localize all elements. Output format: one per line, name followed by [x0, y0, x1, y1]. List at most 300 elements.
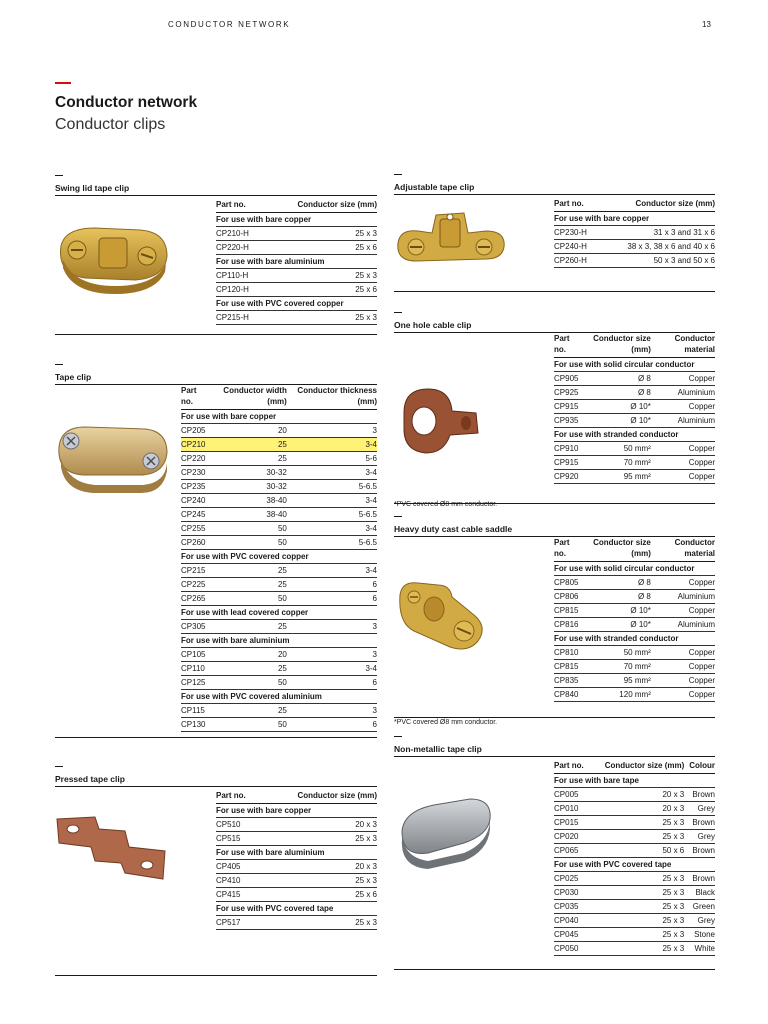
table-cell: 25 x 6	[263, 241, 377, 255]
column-header: Conductor size (mm)	[297, 200, 377, 209]
table-cell: CP510	[216, 818, 260, 832]
group-label: For use with PVC covered tape	[216, 902, 377, 916]
group-label: For use with stranded conductor	[554, 632, 715, 646]
group-label: For use with bare aluminium	[181, 634, 377, 648]
column-header: Colour	[689, 761, 715, 770]
column-header: Part no.	[216, 791, 246, 800]
column-header: Conductor size (mm)	[604, 761, 685, 770]
table-cell: CP220-H	[216, 241, 263, 255]
one-hole-table	[554, 333, 715, 484]
table-row	[554, 414, 715, 428]
table-cell: 3	[287, 620, 377, 634]
table-cell: White	[684, 942, 715, 956]
table-row	[554, 660, 715, 674]
column-header: Conductor material	[674, 538, 715, 558]
table-cell: 25	[210, 438, 287, 452]
table-header-row	[554, 333, 715, 358]
table-group-row	[216, 297, 377, 311]
table-cell: 70 mm²	[582, 456, 651, 470]
table-cell: CP240-H	[554, 240, 598, 254]
table-cell: CP265	[181, 592, 210, 606]
table-cell: 25 x 3	[589, 872, 684, 886]
table-row	[554, 646, 715, 660]
table-cell: CP225	[181, 578, 210, 592]
table-cell: 30-32	[210, 480, 287, 494]
table-row	[554, 816, 715, 830]
table-row	[554, 386, 715, 400]
table-cell: Copper	[651, 400, 715, 414]
group-label: For use with PVC covered copper	[216, 297, 377, 311]
table-row	[181, 494, 377, 508]
table-cell: CP025	[554, 872, 589, 886]
table-cell: CP220	[181, 452, 210, 466]
section-one-hole	[394, 312, 715, 504]
table-cell: 3	[287, 704, 377, 718]
table-row	[216, 227, 377, 241]
table-cell: CP215	[181, 564, 210, 578]
table-row	[216, 269, 377, 283]
table-cell: 38-40	[210, 508, 287, 522]
table-cell: 5-6.5	[287, 480, 377, 494]
table-row	[216, 916, 377, 930]
table-cell: CP235	[181, 480, 210, 494]
table-row	[181, 620, 377, 634]
tape-clip-image	[55, 417, 170, 497]
table-cell: Copper	[651, 442, 715, 456]
table-cell: 6	[287, 718, 377, 732]
table-cell: Copper	[651, 604, 715, 618]
table-cell: CP810	[554, 646, 582, 660]
table-cell: Stone	[684, 928, 715, 942]
table-cell: Copper	[651, 576, 715, 590]
table-cell: CP205	[181, 424, 210, 438]
group-label: For use with lead covered copper	[181, 606, 377, 620]
table-cell: 25	[210, 662, 287, 676]
table-header-row	[216, 196, 377, 213]
group-label: For use with PVC covered tape	[554, 858, 715, 872]
table-cell: CP925	[554, 386, 582, 400]
page-number: 13	[702, 20, 711, 29]
section-adjustable	[394, 174, 715, 292]
table-row	[181, 466, 377, 480]
table-group-row	[554, 858, 715, 872]
table-cell: Ø 10*	[582, 400, 651, 414]
non-metallic-clip-image	[394, 795, 494, 875]
tape-clip-table	[181, 385, 377, 732]
table-cell: Copper	[651, 646, 715, 660]
table-cell: 25 x 6	[263, 283, 377, 297]
section-title: Swing lid tape clip	[55, 175, 377, 195]
table-cell: 25	[210, 578, 287, 592]
table-group-row	[216, 213, 377, 227]
table-cell: Copper	[651, 470, 715, 484]
table-cell: 3-4	[287, 438, 377, 452]
table-group-row	[181, 606, 377, 620]
table-cell: CP040	[554, 914, 589, 928]
table-cell: 50	[210, 676, 287, 690]
table-cell: Brown	[684, 872, 715, 886]
table-cell: Copper	[651, 456, 715, 470]
table-row	[554, 442, 715, 456]
column-header: Conductor size (mm)	[297, 791, 377, 800]
table-row	[181, 536, 377, 550]
table-cell: CP410	[216, 874, 260, 888]
table-header-row	[216, 787, 377, 804]
table-cell: 31 x 3 and 31 x 6	[598, 226, 715, 240]
table-cell: CP806	[554, 590, 582, 604]
table-cell: Ø 10*	[582, 618, 651, 632]
saddle-table	[554, 537, 715, 702]
table-row	[554, 900, 715, 914]
table-cell: CP230	[181, 466, 210, 480]
table-cell: 38-40	[210, 494, 287, 508]
column-header: Conductor width (mm)	[223, 386, 287, 406]
table-row	[554, 674, 715, 688]
column-header: Part no.	[554, 334, 570, 354]
table-group-row	[554, 562, 715, 576]
table-row	[554, 240, 715, 254]
table-header-row	[554, 195, 715, 212]
table-row	[554, 618, 715, 632]
table-row	[181, 592, 377, 606]
table-group-row	[216, 902, 377, 916]
table-cell: CP110-H	[216, 269, 263, 283]
table-group-row	[181, 690, 377, 704]
section-title: Adjustable tape clip	[394, 174, 715, 194]
table-cell: Aluminium	[651, 590, 715, 604]
one-hole-clip-image	[394, 383, 484, 473]
table-cell: CP030	[554, 886, 589, 900]
table-cell: 25 x 3	[263, 311, 377, 325]
table-cell: CP920	[554, 470, 582, 484]
table-header-row	[181, 385, 377, 410]
column-header: Part no.	[554, 538, 570, 558]
table-header-row	[554, 537, 715, 562]
table-cell: Aluminium	[651, 414, 715, 428]
table-cell: CP230-H	[554, 226, 598, 240]
table-cell: CP010	[554, 802, 589, 816]
table-cell: CP015	[554, 816, 589, 830]
section-title: Tape clip	[55, 364, 377, 384]
table-cell: Copper	[651, 372, 715, 386]
table-cell: 25	[210, 704, 287, 718]
table-row	[181, 508, 377, 522]
table-row	[554, 470, 715, 484]
section-title: Heavy duty cast cable saddle	[394, 516, 715, 536]
table-cell: CP255	[181, 522, 210, 536]
table-group-row	[216, 255, 377, 269]
table-cell: Copper	[651, 674, 715, 688]
table-cell: 50	[210, 718, 287, 732]
table-cell: CP245	[181, 508, 210, 522]
table-cell: 50 mm²	[582, 442, 651, 456]
table-cell: 25	[210, 564, 287, 578]
table-cell: 25 x 3	[260, 916, 377, 930]
section-swing-lid	[55, 175, 377, 335]
table-row	[554, 928, 715, 942]
table-cell: 25	[210, 620, 287, 634]
saddle-footnote: *PVC covered Ø8 mm conductor.	[394, 719, 498, 726]
table-cell: CP105	[181, 648, 210, 662]
table-row	[181, 718, 377, 732]
table-row	[554, 590, 715, 604]
table-cell: CP905	[554, 372, 582, 386]
table-row	[216, 241, 377, 255]
table-row	[181, 452, 377, 466]
column-header: Conductor size (mm)	[593, 538, 651, 558]
group-label: For use with solid circular conductor	[554, 562, 715, 576]
group-label: For use with bare aluminium	[216, 846, 377, 860]
table-cell: CP120-H	[216, 283, 263, 297]
table-row	[554, 372, 715, 386]
table-group-row	[216, 846, 377, 860]
section-pressed	[55, 766, 377, 976]
table-cell: Grey	[684, 830, 715, 844]
table-cell: CP515	[216, 832, 260, 846]
table-cell: 3	[287, 424, 377, 438]
table-cell: CP835	[554, 674, 582, 688]
group-label: For use with stranded conductor	[554, 428, 715, 442]
table-row	[216, 283, 377, 297]
table-cell: 3-4	[287, 466, 377, 480]
table-row	[554, 802, 715, 816]
column-header: Part no.	[554, 199, 584, 208]
table-cell: CP840	[554, 688, 582, 702]
table-group-row	[554, 212, 715, 226]
table-group-row	[554, 358, 715, 372]
table-cell: 25	[210, 452, 287, 466]
table-cell: 50 x 6	[589, 844, 684, 858]
group-label: For use with PVC covered copper	[181, 550, 377, 564]
table-row	[216, 832, 377, 846]
table-cell: Brown	[684, 816, 715, 830]
adjustable-clip-image	[394, 203, 509, 283]
table-cell: 50 x 3 and 50 x 6	[598, 254, 715, 268]
table-cell: 50 mm²	[582, 646, 651, 660]
table-cell: CP935	[554, 414, 582, 428]
table-cell: 3-4	[287, 494, 377, 508]
table-cell: Aluminium	[651, 386, 715, 400]
table-cell: 38 x 3, 38 x 6 and 40 x 6	[598, 240, 715, 254]
section-title: One hole cable clip	[394, 312, 715, 332]
table-row	[216, 860, 377, 874]
table-cell: CP405	[216, 860, 260, 874]
table-row	[554, 886, 715, 900]
table-cell: Copper	[651, 688, 715, 702]
table-cell: 120 mm²	[582, 688, 651, 702]
table-cell: CP305	[181, 620, 210, 634]
table-cell: Grey	[684, 802, 715, 816]
table-cell: 50	[210, 522, 287, 536]
table-cell: CP130	[181, 718, 210, 732]
group-label: For use with solid circular conductor	[554, 358, 715, 372]
table-cell: Black	[684, 886, 715, 900]
table-cell: 25 x 3	[260, 832, 377, 846]
table-cell: CP815	[554, 604, 582, 618]
table-cell: 25 x 3	[589, 928, 684, 942]
table-cell: CP050	[554, 942, 589, 956]
table-cell: CP240	[181, 494, 210, 508]
section-tape-clip	[55, 364, 377, 738]
table-cell: CP517	[216, 916, 260, 930]
table-cell: Ø 8	[582, 386, 651, 400]
group-label: For use with bare tape	[554, 774, 715, 788]
table-row	[181, 662, 377, 676]
section-non-metallic	[394, 736, 715, 970]
table-cell: 50	[210, 592, 287, 606]
column-header: Conductor material	[674, 334, 715, 354]
table-cell: Ø 10*	[582, 604, 651, 618]
table-row	[181, 522, 377, 536]
column-header: Conductor thickness (mm)	[297, 386, 377, 406]
table-group-row	[181, 634, 377, 648]
table-cell: 6	[287, 578, 377, 592]
table-cell: 25 x 3	[260, 874, 377, 888]
section-title: Pressed tape clip	[55, 766, 377, 786]
table-row	[554, 942, 715, 956]
table-row	[181, 648, 377, 662]
accent-bar	[55, 82, 71, 84]
table-row	[554, 254, 715, 268]
group-label: For use with bare copper	[216, 213, 377, 227]
table-cell: 5-6	[287, 452, 377, 466]
table-row	[216, 311, 377, 325]
table-row	[554, 830, 715, 844]
table-cell: CP125	[181, 676, 210, 690]
table-cell: CP110	[181, 662, 210, 676]
table-cell: Brown	[684, 844, 715, 858]
table-cell: 50	[210, 536, 287, 550]
table-cell: 20	[210, 424, 287, 438]
table-row	[181, 424, 377, 438]
table-row	[181, 438, 377, 452]
table-cell: CP210	[181, 438, 210, 452]
table-cell: 20 x 3	[260, 860, 377, 874]
table-row	[181, 676, 377, 690]
section-title: Non-metallic tape clip	[394, 736, 715, 756]
swing-lid-clip-image	[55, 216, 170, 296]
table-cell: 3-4	[287, 662, 377, 676]
table-cell: CP045	[554, 928, 589, 942]
table-cell: 30-32	[210, 466, 287, 480]
one-hole-footnote: *PVC covered Ø8 mm conductor.	[394, 501, 498, 508]
table-row	[554, 844, 715, 858]
table-cell: 25 x 6	[260, 888, 377, 902]
table-cell: 25 x 3	[589, 900, 684, 914]
table-group-row	[554, 632, 715, 646]
table-cell: 3-4	[287, 522, 377, 536]
table-cell: 70 mm²	[582, 660, 651, 674]
table-group-row	[181, 410, 377, 424]
table-cell: CP215-H	[216, 311, 263, 325]
table-cell: Aluminium	[651, 618, 715, 632]
table-row	[554, 788, 715, 802]
page-title: Conductor network	[55, 94, 198, 111]
table-cell: Brown	[684, 788, 715, 802]
table-row	[554, 456, 715, 470]
table-row	[181, 480, 377, 494]
table-row	[216, 888, 377, 902]
table-cell: CP065	[554, 844, 589, 858]
running-header: CONDUCTOR NETWORK	[168, 20, 291, 29]
table-cell: CP260	[181, 536, 210, 550]
table-cell: CP816	[554, 618, 582, 632]
table-cell: 95 mm²	[582, 674, 651, 688]
table-cell: Ø 8	[582, 372, 651, 386]
column-header: Part no.	[554, 761, 584, 770]
table-cell: CP915	[554, 400, 582, 414]
table-cell: Ø 10*	[582, 414, 651, 428]
page-subtitle: Conductor clips	[55, 116, 166, 133]
table-row	[181, 704, 377, 718]
table-row	[554, 576, 715, 590]
group-label: For use with bare copper	[216, 804, 377, 818]
table-cell: 25 x 3	[263, 227, 377, 241]
group-label: For use with bare aluminium	[216, 255, 377, 269]
table-cell: CP115	[181, 704, 210, 718]
table-cell: Ø 8	[582, 576, 651, 590]
table-cell: CP915	[554, 456, 582, 470]
group-label: For use with bare copper	[554, 212, 715, 226]
table-cell: 3	[287, 648, 377, 662]
table-group-row	[554, 428, 715, 442]
table-cell: 6	[287, 592, 377, 606]
column-header: Conductor size (mm)	[593, 334, 651, 354]
table-row	[554, 688, 715, 702]
table-cell: 6	[287, 676, 377, 690]
table-group-row	[216, 804, 377, 818]
table-cell: CP815	[554, 660, 582, 674]
table-row	[554, 604, 715, 618]
non-metallic-table	[554, 757, 715, 956]
table-cell: CP260-H	[554, 254, 598, 268]
table-cell: 20 x 3	[260, 818, 377, 832]
table-cell: 5-6.5	[287, 536, 377, 550]
table-row	[216, 874, 377, 888]
table-cell: Copper	[651, 660, 715, 674]
table-cell: 25 x 3	[589, 830, 684, 844]
table-cell: Grey	[684, 914, 715, 928]
adjustable-table	[554, 195, 715, 268]
table-cell: CP805	[554, 576, 582, 590]
table-cell: CP415	[216, 888, 260, 902]
section-saddle	[394, 516, 715, 718]
table-cell: 25 x 3	[589, 886, 684, 900]
table-group-row	[181, 550, 377, 564]
table-cell: 5-6.5	[287, 508, 377, 522]
table-cell: 20 x 3	[589, 788, 684, 802]
table-cell: 3-4	[287, 564, 377, 578]
table-cell: CP020	[554, 830, 589, 844]
table-cell: Green	[684, 900, 715, 914]
column-header: Part no.	[181, 386, 197, 406]
column-header: Conductor size (mm)	[635, 199, 715, 208]
group-label: For use with bare copper	[181, 410, 377, 424]
table-cell: CP210-H	[216, 227, 263, 241]
saddle-clip-image	[394, 575, 489, 660]
table-row	[216, 818, 377, 832]
table-row	[554, 914, 715, 928]
table-header-row	[554, 757, 715, 774]
table-row	[554, 226, 715, 240]
table-row	[554, 872, 715, 886]
column-header: Part no.	[216, 200, 246, 209]
group-label: For use with PVC covered aluminium	[181, 690, 377, 704]
table-cell: Ø 8	[582, 590, 651, 604]
table-cell: 25 x 3	[589, 942, 684, 956]
table-group-row	[554, 774, 715, 788]
swing-lid-table	[216, 196, 377, 325]
